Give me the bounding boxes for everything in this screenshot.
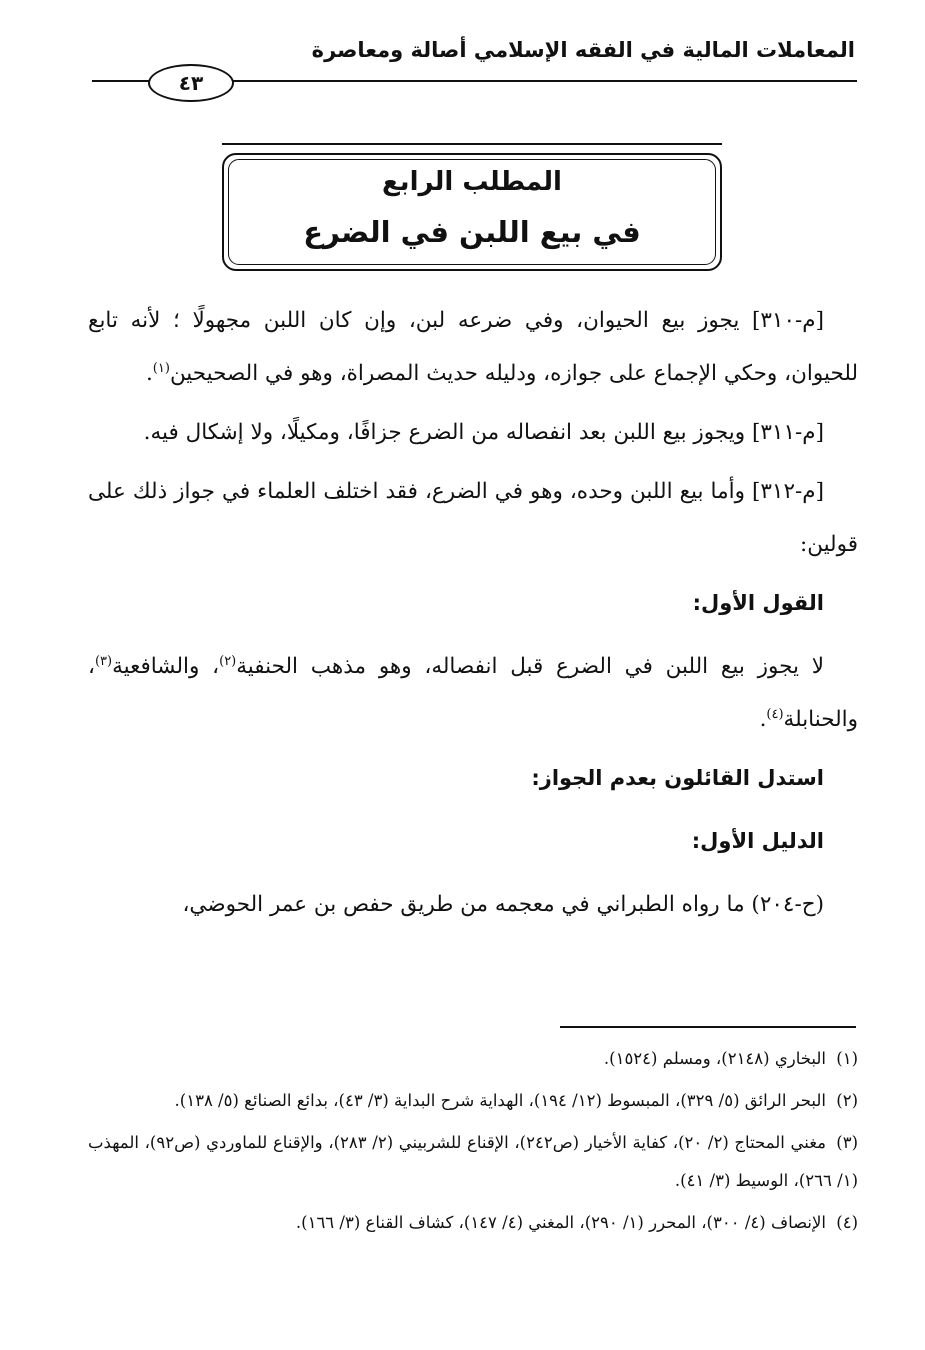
section-subtitle: في بيع اللبن في الضرع (303, 215, 641, 249)
footnotes (88, 1040, 858, 1246)
footnote-separator (560, 1026, 856, 1028)
heading-evidence: استدل القائلون بعدم الجواز: (531, 766, 824, 790)
paragraph-311: [م-٣١١] ويجوز بيع اللبن بعد انفصاله من الضرع جزافًا، ومكيلًا، ولا إشكال فيه. (143, 420, 824, 445)
heading-first-opinion: القول الأول: (692, 591, 824, 615)
paragraph-312: [م-٣١٢] وأما بيع اللبن وحده، وهو في الضرع، فقد اختلف العلماء في جواز ذلك على قولين: (88, 479, 858, 557)
footnote-ref-1: (١) (152, 360, 170, 376)
section-title: المطلب الرابع (382, 167, 562, 197)
paragraph-first-opinion: لا يجوز بيع اللبن في الضرع قبل انفصاله، وهو مذهب الحنفية$^{(٢)}$، والشافعية$^{(٣)}$، والحنابلة$^{(٤)}$. (88, 653, 858, 732)
section-title-frame (222, 153, 722, 271)
page-number: ٤٣ (178, 71, 204, 95)
footnote-ref-2: (٢) (219, 653, 237, 669)
main-text (88, 294, 858, 937)
running-header-title: المعاملات المالية في الفقه الإسلامي أصالة ومعاصرة (311, 38, 855, 62)
footnote-ref-4: (٤) (766, 706, 784, 722)
footnote-ref-3: (٣) (94, 653, 113, 669)
footnote-1: (١)البخاري (٢١٤٨)، ومسلم (١٥٢٤). (603, 1049, 858, 1068)
footnote-4: (٤)الإنصاف (٤/ ٣٠٠)، المحرر (١/ ٢٩٠)، المغني (٤/ ١٤٧)، كشاف القناع (٣/ ١٦٦). (295, 1213, 858, 1232)
paragraph-310: [م-٣١٠] يجوز بيع الحيوان، وفي ضرعه لبن، وإن كان اللبن مجهولًا ؛ لأنه تابع للحيوان، وحكي الإجماع على جوازه، ودليله حديث المصراة، وهو في الصحيحين$^{(١)}$. (88, 308, 858, 386)
footnote-2: (٢)البحر الرائق (٥/ ٣٢٩)، المبسوط (١٢/ ١٩٤)، الهداية شرح البداية (٣/ ٤٣)، بدائع الصنائع (٥/ ١٣٨). (174, 1091, 858, 1110)
section-top-rule (222, 143, 722, 145)
footnote-3: (٣)مغني المحتاج (٢/ ٢٠)، كفاية الأخيار (ص٢٤٢)، الإقناع للشربيني (٢/ ٢٨٣)، والإقناع للماوردي (ص٩٢)، المهذب (١/ ٢٦٦)، الوسيط (٣/ ٤١). (88, 1133, 859, 1190)
heading-first-proof: الدليل الأول: (691, 829, 824, 853)
page-number-oval (148, 64, 234, 102)
paragraph-hadith-204: (ح-٢٠٤) ما رواه الطبراني في معجمه من طريق حفص بن عمر الحوضي، (182, 892, 824, 917)
